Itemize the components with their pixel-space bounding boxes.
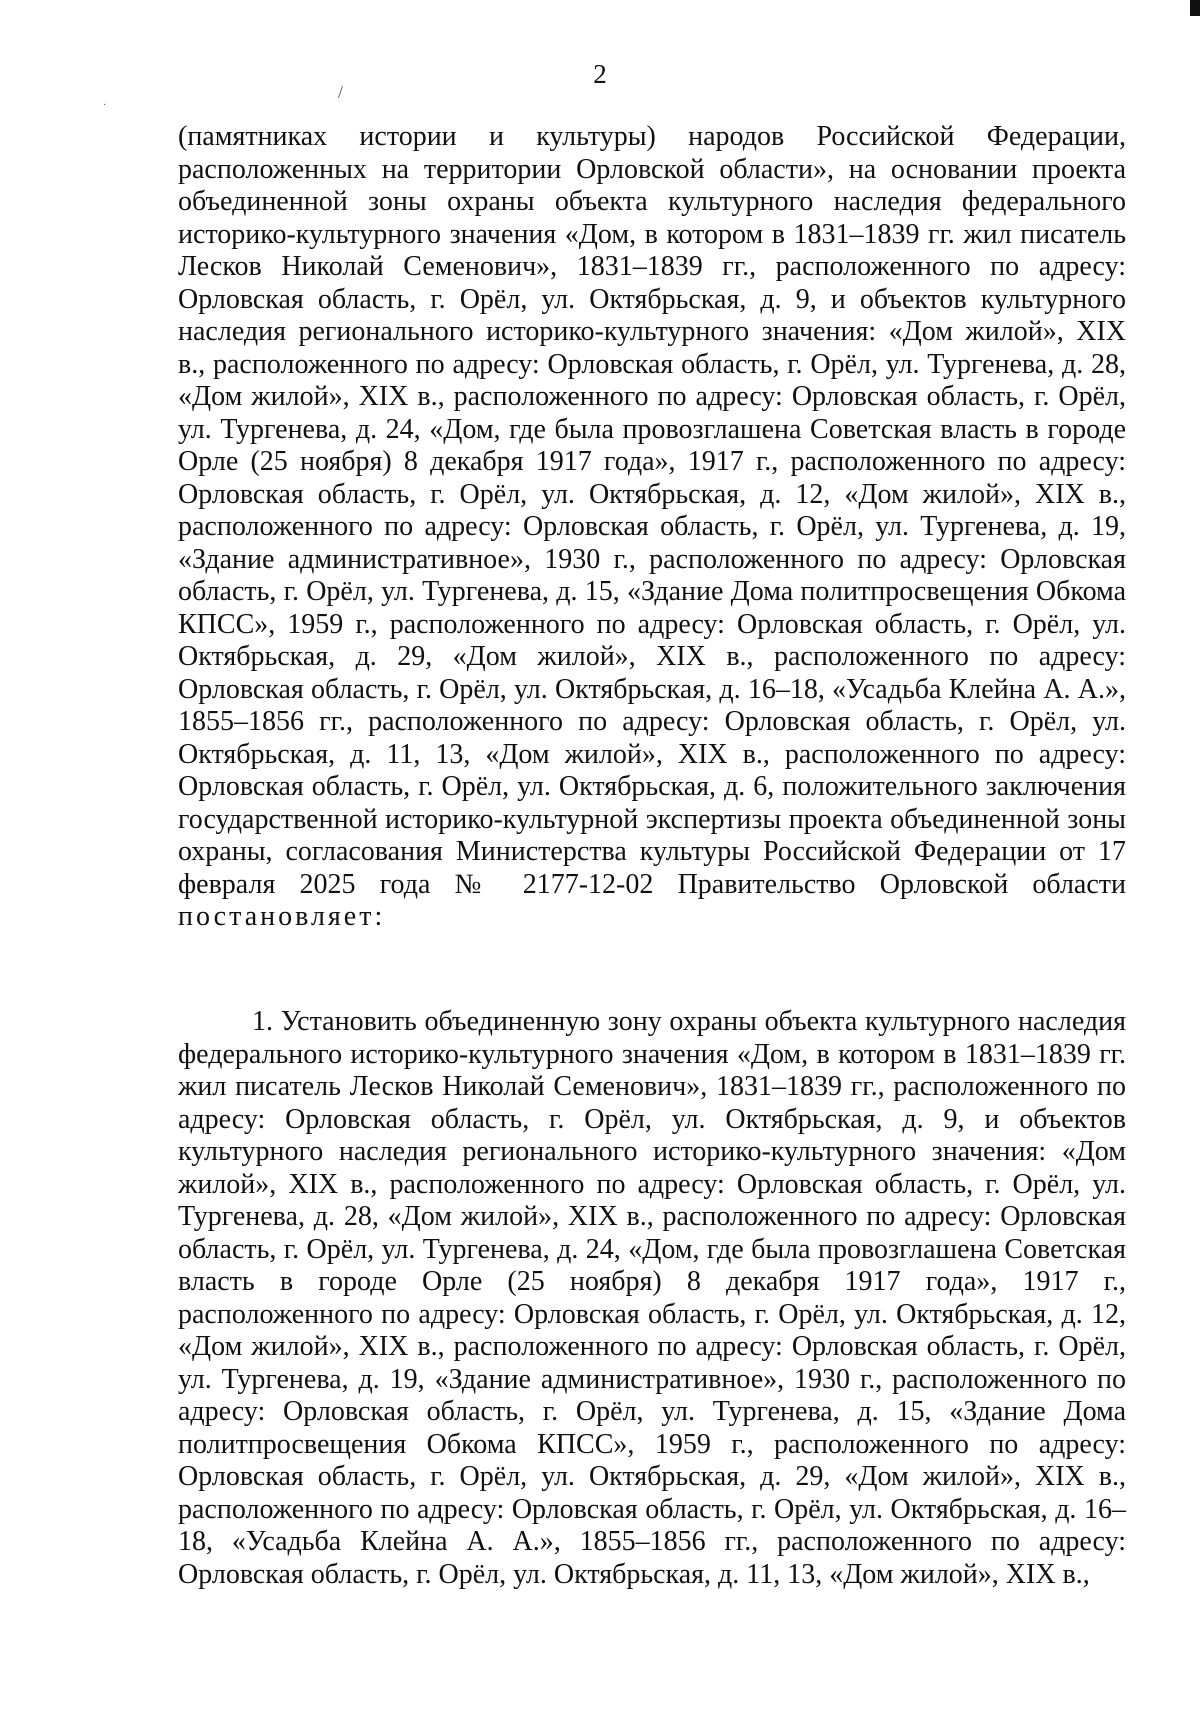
paragraph-item-1 <box>178 1006 1126 1591</box>
scan-corner-mark <box>1190 0 1200 16</box>
scan-speck: / <box>338 82 344 102</box>
paragraph-text: 1. Установить объединенную зону охраны объекта культурного наследия федерального историко-культурного значения «Дом, в котором в 1831–1839 гг. жил писатель Лесков Николай Семенович», 1831–1839 гг., расположенного по адресу: Орловская область, г. Орёл, ул. Октябрьская, д. 9, и объектов культурного наследия регионального историко-культурного значения: «Дом жилой», XIX в., расположенного по адресу: Орловская область, г. Орёл, ул. Тургенева, д. 28, «Дом жилой», XIX в., расположенного по адресу: Орловская область, г. Орёл, ул. Тургенева, д. 24, «Дом, где была провозглашена Советская власть в городе Орле (25 ноября) 8 декабря 1917 года», 1917 г., расположенного по адресу: Орловская область, г. Орёл, ул. Октябрьская, д. 12, «Дом жилой», XIX в., расположенного по адресу: Орловская область, г. Орёл, ул. Тургенева, д. 19, «Здание административное», 1930 г., расположенного по адресу: Орловская область, г. Орёл, ул. Тургенева, д. 15, «Здание Дома политпросвещения Обкома КПСС», 1959 г., расположенного по адресу: Орловская область, г. Орёл, ул. Октябрьская, д. 29, «Дом жилой», XIX в., расположенного по адресу: Орловская область, г. Орёл, ул. Октябрьская, д. 16–18, «Усадьба Клейна А. А.», 1855–1856 гг., расположенного по адресу: Орловская область, г. Орёл, ул. Октябрьская, д. 11, 13, «Дом жилой», XIX в., <box>178 1006 1126 1590</box>
page-number: 2 <box>593 59 607 89</box>
preamble-text: (памятниках истории и культуры) народов Российской Федерации, расположенных на территории Орловской области», на основании проекта объединенной зоны охраны объекта культурного наследия федерального историко-культурного значения «Дом, в котором в 1831–1839 гг. жил писатель Лесков Николай Семенович», 1831–1839 гг., расположенного по адресу: Орловская область, г. Орёл, ул. Октябрьская, д. 9, и объектов культурного наследия регионального историко-культурного значения: «Дом жилой», XIX в., расположенного по адресу: Орловская область, г. Орёл, ул. Тургенева, д. 28, «Дом жилой», XIX в., расположенного по адресу: Орловская область, г. Орёл, ул. Тургенева, д. 24, «Дом, где была провозглашена Советская власть в городе Орле (25 ноября) 8 декабря 1917 года», 1917 г., расположенного по адресу: Орловская область, г. Орёл, ул. Октябрьская, д. 12, «Дом жилой», XIX в., расположенного по адресу: Орловская область, г. Орёл, ул. Тургенева, д. 19, «Здание административное», 1930 г., расположенного по адресу: Орловская область, г. Орёл, ул. Тургенева, д. 15, «Здание Дома политпросвещения Обкома КПСС», 1959 г., расположенного по адресу: Орловская область, г. Орёл, ул. Октябрьская, д. 29, «Дом жилой», XIX в., расположенного по адресу: Орловская область, г. Орёл, ул. Октябрьская, д. 16–18, «Усадьба Клейна А. А.», 1855–1856 гг., расположенного по адресу: Орловская область, г. Орёл, ул. Октябрьская, д. 11, 13, «Дом жилой», XIX в., расположенного по адресу: Орловская область, г. Орёл, ул. Октябрьская, д. 6, положительного заключения государственной историко-культурной экспертизы проекта объединенной зоны охраны, согласования Министерства культуры Российской Федерации от 17 февраля 2025 года № 2177-12-02 Правительство Орловской области <box>178 121 1126 900</box>
scan-speck: · <box>103 100 107 111</box>
paragraph-preamble <box>178 121 1126 934</box>
paragraph-text <box>178 121 1126 934</box>
resolves-word: постановляет: <box>178 901 386 932</box>
